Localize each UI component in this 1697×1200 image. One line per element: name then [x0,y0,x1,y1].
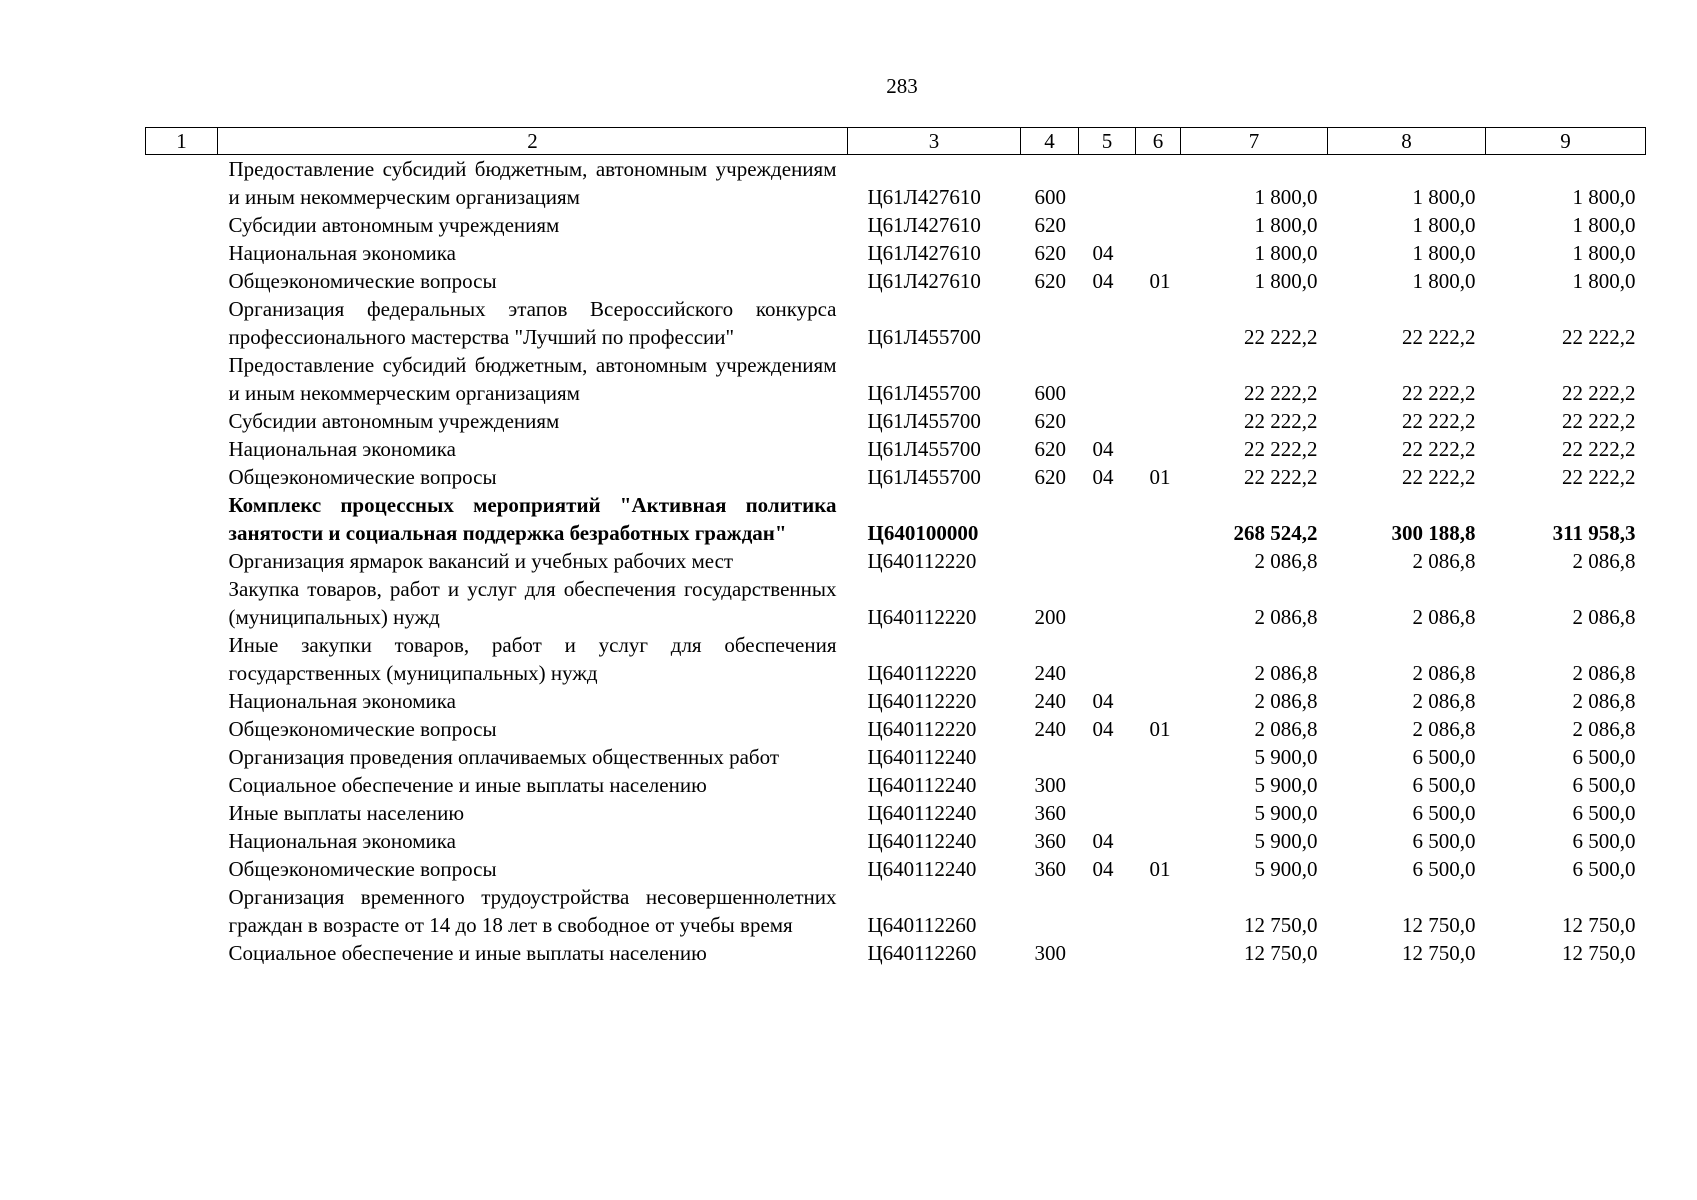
row-value-9: 22 222,2 [1562,465,1636,489]
row-section [1079,155,1136,212]
row-subsection [1136,211,1181,239]
row-expense-type: 360 [1034,801,1066,825]
row-expense-type: 240 [1034,717,1066,741]
row-value-9: 2 086,8 [1572,549,1636,573]
row-value-9: 22 222,2 [1562,325,1636,349]
row-value-7: 5 900,0 [1254,773,1318,797]
row-target-code: Ц640100000 [867,521,979,545]
row-name: Иные закупки товаров, работ и услуг для обеспечения государственных (муниципальных) нужд [228,633,837,685]
row-value-9: 6 500,0 [1572,857,1636,881]
row-section: 04 [1092,465,1114,489]
table-row [146,239,1646,267]
table-row [146,435,1646,463]
budget-table [145,127,1646,967]
row-target-code: Ц61Л427610 [867,213,981,237]
row-expense-type [1021,547,1079,575]
row-value-9: 311 958,3 [1552,521,1636,545]
row-value-8: 12 750,0 [1402,941,1476,965]
row-expense-type [1021,295,1079,351]
row-section [1079,743,1136,771]
row-subsection [1136,939,1181,967]
row-blank-cell [146,267,218,295]
row-target-code: Ц640112240 [867,857,977,881]
row-value-9: 6 500,0 [1572,773,1636,797]
row-name: Организация ярмарок вакансий и учебных рабочих мест [228,549,734,573]
row-expense-type: 620 [1034,269,1066,293]
row-name: Предоставление субсидий бюджетным, автономным учреждениям и иным некоммерческим организациям [228,353,837,405]
row-blank-cell [146,407,218,435]
row-blank-cell [146,435,218,463]
row-section: 04 [1092,437,1114,461]
row-name: Предоставление субсидий бюджетным, автономным учреждениям и иным некоммерческим организациям [228,157,837,209]
row-name: Общеэкономические вопросы [228,465,497,489]
row-expense-type: 200 [1034,605,1066,629]
row-subsection [1136,547,1181,575]
row-name: Национальная экономика [228,241,456,265]
row-name: Организация федеральных этапов Всероссийского конкурса профессионального мастерства "Лучший по профессии" [228,297,837,349]
row-target-code: Ц640112220 [867,661,977,685]
row-subsection [1136,771,1181,799]
row-subsection [1136,351,1181,407]
row-section [1079,211,1136,239]
table-row [146,827,1646,855]
row-name: Общеэкономические вопросы [228,857,497,881]
row-value-8: 6 500,0 [1412,829,1476,853]
row-expense-type: 300 [1034,941,1066,965]
row-value-8: 6 500,0 [1412,773,1476,797]
row-value-9: 1 800,0 [1572,185,1636,209]
row-value-8: 2 086,8 [1412,605,1476,629]
table-row [146,687,1646,715]
row-subsection: 01 [1149,717,1171,741]
row-target-code: Ц61Л455700 [867,325,981,349]
row-expense-type: 300 [1034,773,1066,797]
table-row [146,575,1646,631]
row-expense-type: 360 [1034,829,1066,853]
row-value-8: 6 500,0 [1412,857,1476,881]
row-section: 04 [1092,241,1114,265]
row-target-code: Ц640112240 [867,773,977,797]
row-name: Субсидии автономным учреждениям [228,213,560,237]
row-name: Социальное обеспечение и иные выплаты населению [228,941,707,965]
row-value-8: 1 800,0 [1412,269,1476,293]
row-expense-type [1021,743,1079,771]
row-subsection [1136,407,1181,435]
row-value-8: 22 222,2 [1402,381,1476,405]
row-subsection [1136,435,1181,463]
row-blank-cell [146,631,218,687]
row-value-7: 22 222,2 [1244,409,1318,433]
table-row [146,547,1646,575]
row-target-code: Ц640112240 [867,745,977,769]
row-value-8: 2 086,8 [1412,549,1476,573]
table-row [146,491,1646,547]
row-expense-type: 620 [1034,241,1066,265]
table-row [146,351,1646,407]
row-name: Национальная экономика [228,437,456,461]
row-blank-cell [146,239,218,267]
row-value-7: 2 086,8 [1254,661,1318,685]
row-blank-cell [146,687,218,715]
row-value-8: 12 750,0 [1402,913,1476,937]
row-name: Общеэкономические вопросы [228,269,497,293]
row-subsection [1136,295,1181,351]
row-blank-cell [146,295,218,351]
row-subsection [1136,743,1181,771]
row-value-7: 22 222,2 [1244,325,1318,349]
row-expense-type: 240 [1034,661,1066,685]
row-target-code: Ц61Л455700 [867,465,981,489]
column-header-3: 3 [848,128,1021,155]
row-target-code: Ц640112220 [867,549,977,573]
row-target-code: Ц640112220 [867,717,977,741]
row-value-7: 2 086,8 [1254,689,1318,713]
row-value-9: 12 750,0 [1562,913,1636,937]
row-section [1079,407,1136,435]
page-number: 283 [886,74,918,98]
row-target-code: Ц61Л427610 [867,185,981,209]
row-subsection [1136,155,1181,212]
row-blank-cell [146,715,218,743]
row-target-code: Ц640112240 [867,829,977,853]
row-value-9: 12 750,0 [1562,941,1636,965]
table-row [146,939,1646,967]
row-value-9: 2 086,8 [1572,661,1636,685]
row-value-7: 5 900,0 [1254,829,1318,853]
row-blank-cell [146,771,218,799]
row-value-8: 300 188,8 [1391,521,1476,545]
row-blank-cell [146,211,218,239]
row-section: 04 [1092,857,1114,881]
row-name: Организация проведения оплачиваемых общественных работ [228,745,780,769]
table-row [146,267,1646,295]
row-value-9: 2 086,8 [1572,605,1636,629]
row-subsection: 01 [1149,465,1171,489]
row-value-9: 2 086,8 [1572,717,1636,741]
row-expense-type: 360 [1034,857,1066,881]
row-value-7: 22 222,2 [1244,465,1318,489]
row-value-8: 22 222,2 [1402,409,1476,433]
row-value-9: 22 222,2 [1562,381,1636,405]
row-value-7: 5 900,0 [1254,801,1318,825]
row-name: Комплекс процессных мероприятий "Активная политика занятости и социальная поддержка безработных граждан" [228,493,837,545]
row-target-code: Ц640112240 [867,801,977,825]
row-value-9: 6 500,0 [1572,801,1636,825]
row-value-9: 2 086,8 [1572,689,1636,713]
row-blank-cell [146,463,218,491]
row-value-7: 1 800,0 [1254,241,1318,265]
row-value-9: 22 222,2 [1562,409,1636,433]
row-subsection [1136,799,1181,827]
row-name: Национальная экономика [228,689,456,713]
row-section [1079,631,1136,687]
row-subsection: 01 [1149,857,1171,881]
table-row [146,155,1646,212]
row-expense-type: 600 [1034,381,1066,405]
row-value-7: 1 800,0 [1254,185,1318,209]
row-section [1079,547,1136,575]
row-value-9: 1 800,0 [1572,241,1636,265]
row-expense-type: 600 [1034,185,1066,209]
row-value-7: 2 086,8 [1254,717,1318,741]
table-row [146,743,1646,771]
row-name: Субсидии автономным учреждениям [228,409,560,433]
row-value-8: 1 800,0 [1412,213,1476,237]
table-row [146,799,1646,827]
row-subsection: 01 [1149,269,1171,293]
row-blank-cell [146,491,218,547]
row-subsection [1136,687,1181,715]
row-blank-cell [146,155,218,212]
row-blank-cell [146,827,218,855]
row-value-8: 1 800,0 [1412,185,1476,209]
row-section [1079,883,1136,939]
row-blank-cell [146,855,218,883]
row-value-8: 1 800,0 [1412,241,1476,265]
row-value-7: 5 900,0 [1254,745,1318,769]
row-name: Закупка товаров, работ и услуг для обеспечения государственных (муниципальных) нужд [228,577,837,629]
row-subsection [1136,883,1181,939]
row-subsection [1136,575,1181,631]
row-target-code: Ц640112220 [867,605,977,629]
row-value-7: 12 750,0 [1244,913,1318,937]
row-target-code: Ц61Л455700 [867,409,981,433]
table-row [146,463,1646,491]
row-blank-cell [146,575,218,631]
column-header-1: 1 [146,128,218,155]
row-expense-type: 620 [1034,409,1066,433]
row-value-7: 1 800,0 [1254,213,1318,237]
row-value-8: 22 222,2 [1402,465,1476,489]
table-row [146,855,1646,883]
row-section [1079,799,1136,827]
row-expense-type [1021,883,1079,939]
row-value-8: 2 086,8 [1412,661,1476,685]
row-target-code: Ц640112220 [867,689,977,713]
row-name: Социальное обеспечение и иные выплаты населению [228,773,707,797]
row-subsection [1136,827,1181,855]
table-row [146,631,1646,687]
column-number-row [146,128,1646,155]
row-value-7: 22 222,2 [1244,381,1318,405]
row-value-9: 6 500,0 [1572,745,1636,769]
row-value-7: 2 086,8 [1254,605,1318,629]
row-name: Национальная экономика [228,829,456,853]
row-section [1079,575,1136,631]
table-row [146,211,1646,239]
row-target-code: Ц61Л427610 [867,269,981,293]
row-section [1079,295,1136,351]
table-row [146,883,1646,939]
column-header-8: 8 [1328,128,1486,155]
row-value-7: 1 800,0 [1254,269,1318,293]
row-blank-cell [146,743,218,771]
row-target-code: Ц61Л455700 [867,437,981,461]
row-value-8: 22 222,2 [1402,325,1476,349]
row-value-9: 1 800,0 [1572,269,1636,293]
row-value-8: 2 086,8 [1412,689,1476,713]
row-expense-type: 620 [1034,437,1066,461]
row-name: Общеэкономические вопросы [228,717,497,741]
row-expense-type: 240 [1034,689,1066,713]
row-value-9: 22 222,2 [1562,437,1636,461]
table-row [146,407,1646,435]
row-value-9: 6 500,0 [1572,829,1636,853]
column-header-6: 6 [1136,128,1181,155]
row-section [1079,351,1136,407]
row-expense-type: 620 [1034,465,1066,489]
row-value-7: 5 900,0 [1254,857,1318,881]
row-blank-cell [146,351,218,407]
table-row [146,715,1646,743]
row-target-code: Ц640112260 [867,913,977,937]
column-header-4: 4 [1021,128,1079,155]
row-target-code: Ц640112260 [867,941,977,965]
row-section: 04 [1092,717,1114,741]
row-subsection [1136,631,1181,687]
table-row [146,295,1646,351]
row-section: 04 [1092,269,1114,293]
row-blank-cell [146,883,218,939]
column-header-9: 9 [1486,128,1646,155]
column-header-7: 7 [1181,128,1328,155]
row-subsection [1136,491,1181,547]
row-value-9: 1 800,0 [1572,213,1636,237]
column-header-2: 2 [218,128,848,155]
row-target-code: Ц61Л455700 [867,381,981,405]
row-section [1079,771,1136,799]
row-blank-cell [146,799,218,827]
row-section: 04 [1092,829,1114,853]
row-blank-cell [146,939,218,967]
row-expense-type [1021,491,1079,547]
row-value-7: 22 222,2 [1244,437,1318,461]
row-value-7: 12 750,0 [1244,941,1318,965]
row-value-8: 2 086,8 [1412,717,1476,741]
row-section [1079,939,1136,967]
row-section [1079,491,1136,547]
row-value-8: 22 222,2 [1402,437,1476,461]
table-row [146,771,1646,799]
row-section: 04 [1092,689,1114,713]
table-body [146,155,1646,968]
row-expense-type: 620 [1034,213,1066,237]
row-value-7: 268 524,2 [1233,521,1318,545]
row-name: Организация временного трудоустройства несовершеннолетних граждан в возрасте от 14 до 18 лет в свободное от учебы время [228,885,837,937]
row-subsection [1136,239,1181,267]
row-value-7: 2 086,8 [1254,549,1318,573]
column-header-5: 5 [1079,128,1136,155]
row-target-code: Ц61Л427610 [867,241,981,265]
row-value-8: 6 500,0 [1412,801,1476,825]
row-value-8: 6 500,0 [1412,745,1476,769]
row-name: Иные выплаты населению [228,801,465,825]
row-blank-cell [146,547,218,575]
